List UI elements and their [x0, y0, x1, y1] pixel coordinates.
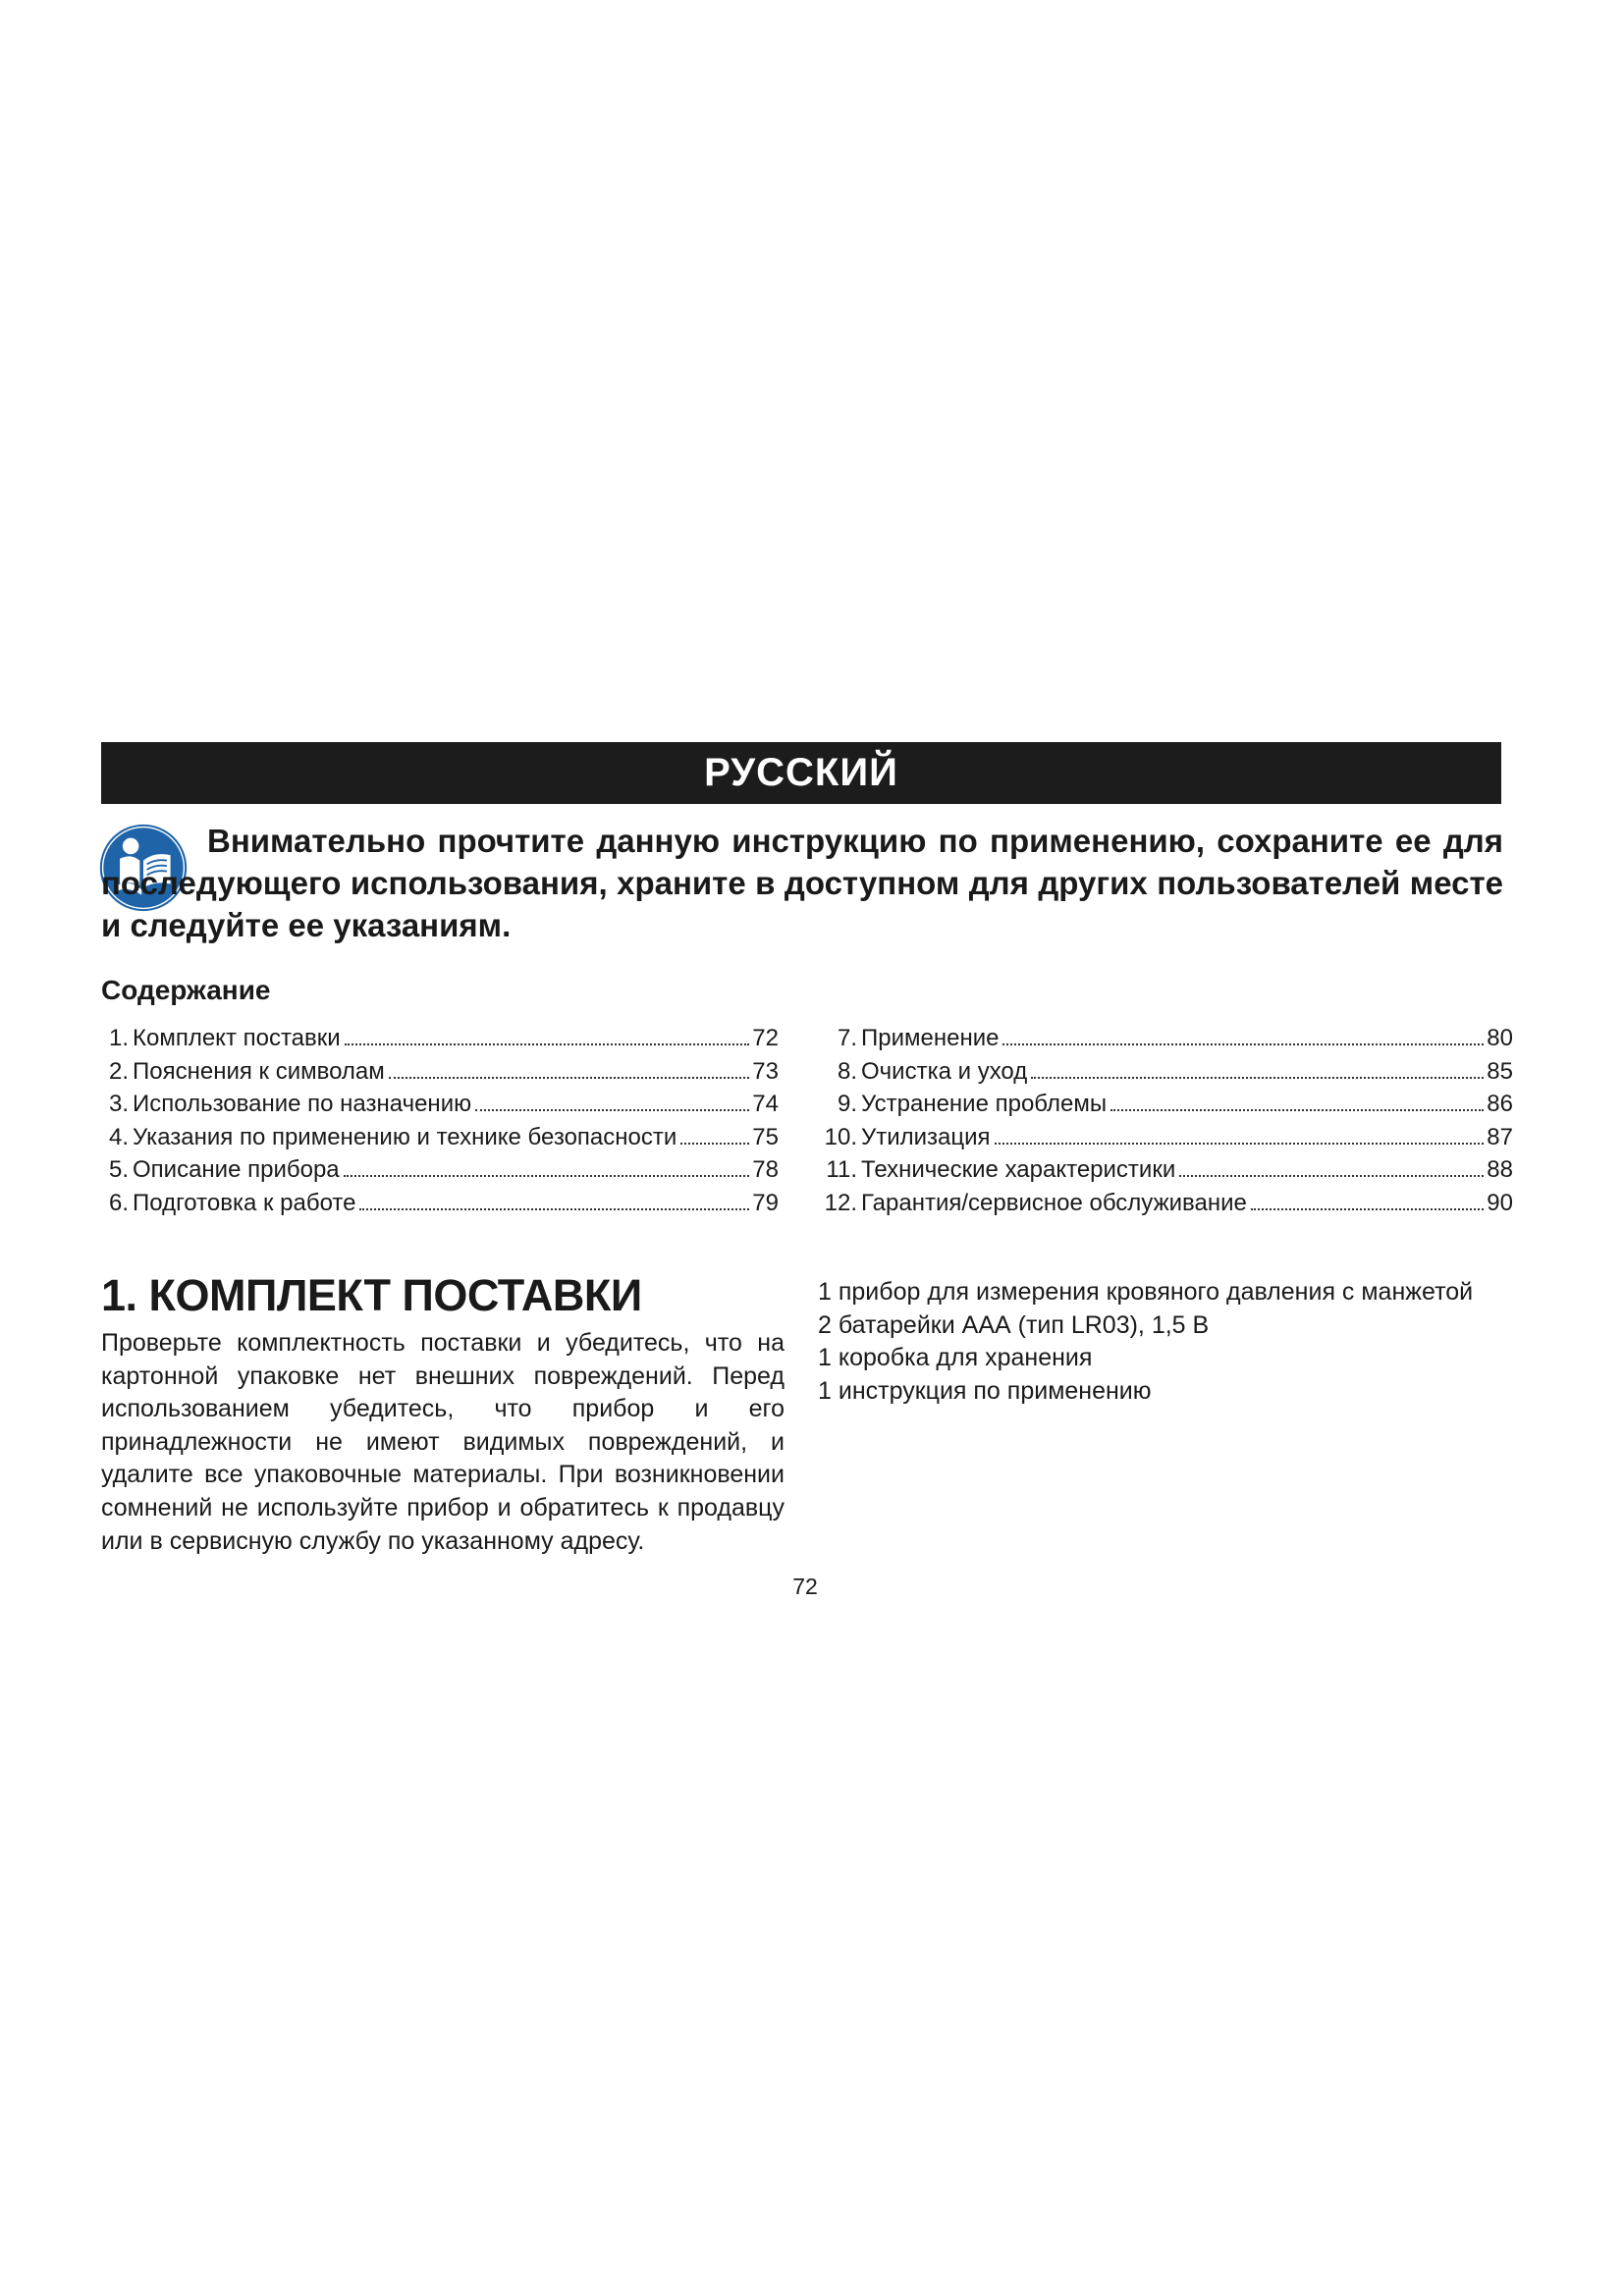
list-item: 1 инструкция по применению — [818, 1376, 1152, 1405]
list-item: 1 коробка для хранения — [818, 1344, 1093, 1372]
section-title: 1. КОМПЛЕКТ ПОСТАВКИ — [101, 1270, 642, 1320]
toc-item: 5. Описание прибора 78 — [108, 1156, 779, 1184]
toc-item: 4. Указания по применению и технике безопасности 75 — [108, 1123, 779, 1150]
section-body-text: Проверьте комплектность поставки и убедитесь, что на картонной упаковке нет внешних повреждений. Перед использованием убедитесь, что прибор и его принадлежности не имеют видимых повреждений, и удалите все упаковочные материалы. При возникновении сомнений не используйте прибор и обратитесь к продавцу или в сервисную службу по указанному адресу. — [101, 1329, 785, 1555]
toc-item: 2. Пояснения к символам 73 — [108, 1057, 779, 1085]
list-item: 1 прибор для измерения кровяного давления с манжетой — [818, 1278, 1474, 1306]
toc-item: 9. Устранение проблемы 86 — [837, 1091, 1513, 1118]
banner-title: РУССКИЙ — [704, 751, 898, 794]
toc-right-column — [818, 1025, 1513, 1223]
toc-item: 6. Подготовка к работе 79 — [108, 1189, 779, 1216]
toc-item: 3. Использование по назначению 74 — [108, 1091, 779, 1118]
toc-left-column — [101, 1025, 779, 1223]
list-item: 2 батарейки ААА (тип LR03), 1,5 В — [818, 1310, 1210, 1339]
page-number: 72 — [792, 1574, 818, 1599]
delivery-contents-list — [818, 1276, 1525, 1408]
toc-item: 12. Гарантия/сервисное обслуживание 90 — [824, 1189, 1513, 1216]
toc-item: 1. Комплект поставки 72 — [108, 1025, 779, 1051]
toc-item: 7. Применение 80 — [837, 1025, 1513, 1051]
language-banner — [101, 742, 1501, 804]
toc-item: 8. Очистка и уход 85 — [837, 1057, 1513, 1085]
toc-heading: Содержание — [101, 975, 271, 1005]
toc-item: 11. Технические характеристики 88 — [826, 1156, 1513, 1184]
intro-text: Внимательно прочтите данную инструкцию по применению, сохраните ее для последующего использования, храните в доступном для других пользователей месте и следуйте ее указаниям. — [101, 823, 1503, 943]
toc-item: 10. Утилизация 87 — [824, 1123, 1513, 1150]
